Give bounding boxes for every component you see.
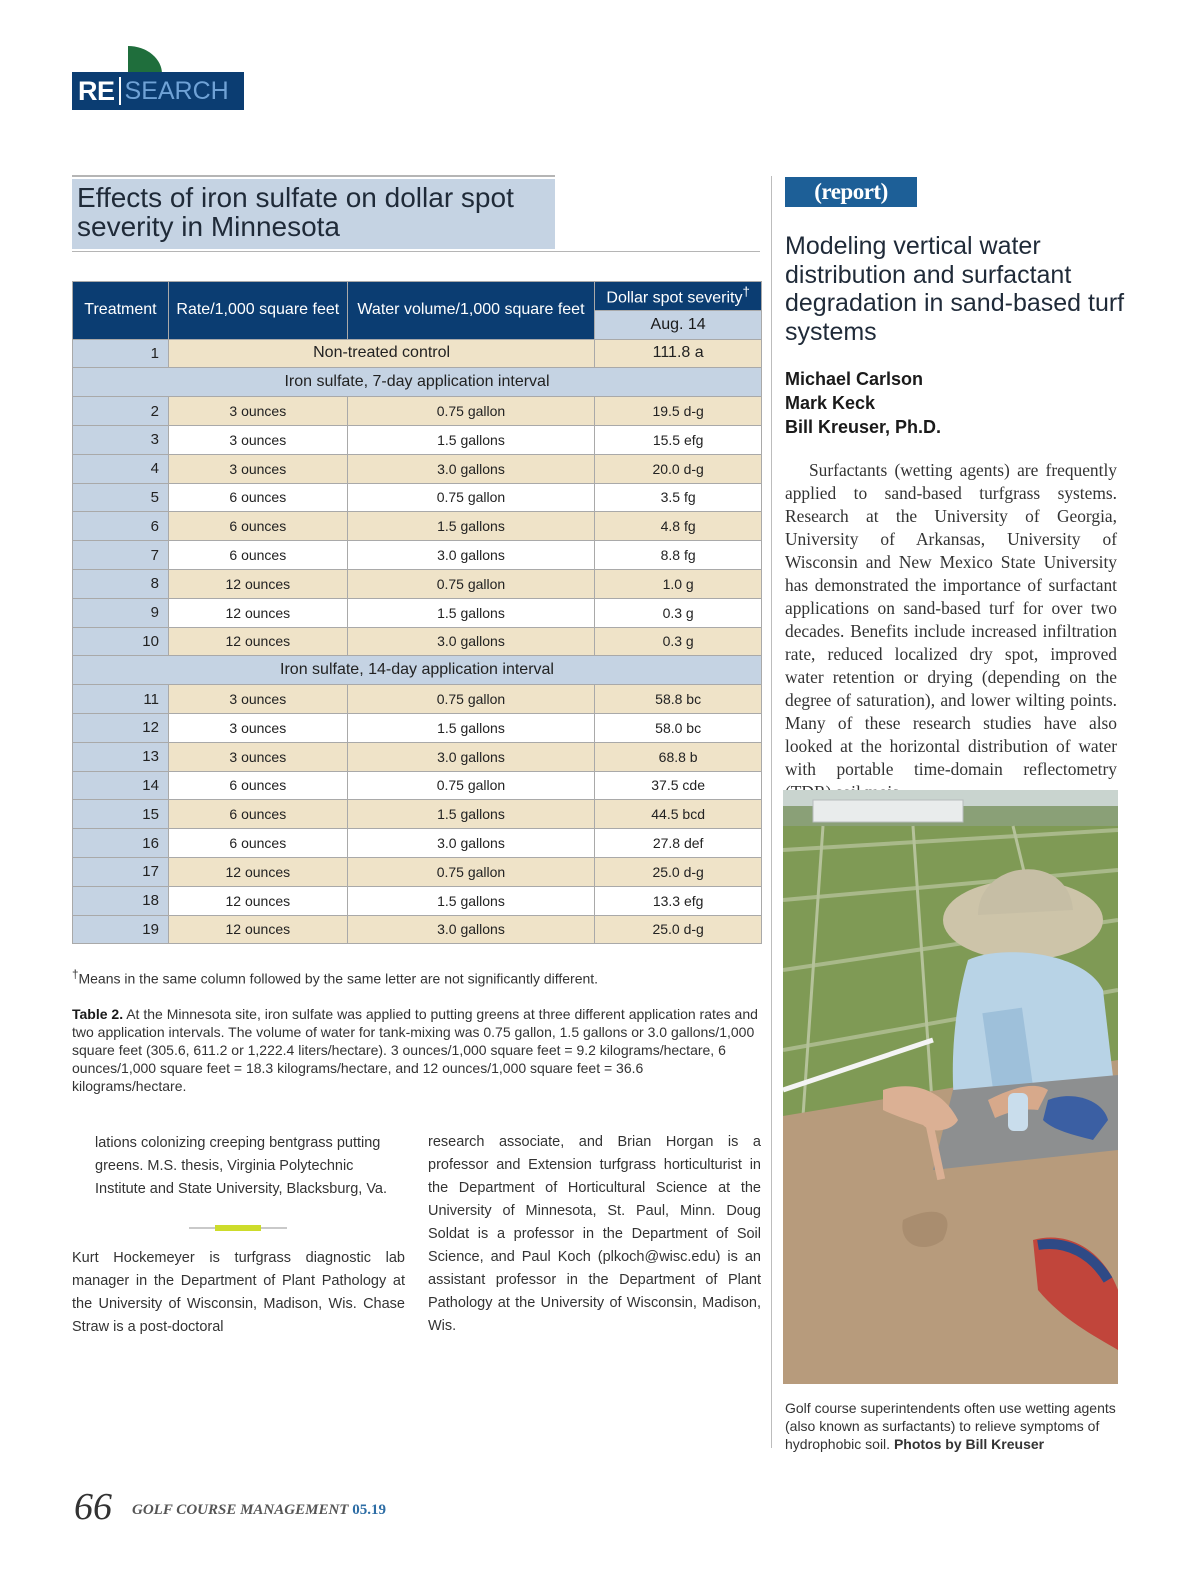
rate-cell: 6 ounces — [168, 829, 347, 858]
control-value: 111.8 a — [595, 339, 762, 368]
rate-cell: 3 ounces — [168, 454, 347, 483]
table-row — [73, 569, 762, 598]
table-row — [73, 886, 762, 915]
divider-accent — [215, 1225, 261, 1231]
table-row — [73, 829, 762, 858]
header-severity-mark: † — [742, 284, 750, 300]
logo-search-text: SEARCH — [124, 76, 229, 105]
author-name: Michael Carlson — [785, 369, 924, 389]
logo-re-text: RE — [78, 75, 115, 106]
table-row — [73, 800, 762, 829]
water-volume-cell: 3.0 gallons — [347, 829, 595, 858]
rate-cell: 12 ounces — [168, 598, 347, 627]
rate-cell: 12 ounces — [168, 569, 347, 598]
water-volume-cell: 1.5 gallons — [347, 800, 595, 829]
rate-cell: 6 ounces — [168, 771, 347, 800]
author-bio-left: Kurt Hockemeyer is turfgrass diagnostic lab manager in the Department of Plant Pathology at the University of Wisconsin, Madison, Wis. Chase Straw is a post-doctoral — [72, 1250, 405, 1335]
severity-cell: 4.8 fg — [595, 512, 762, 541]
header-severity-label: Dollar spot severity — [606, 289, 743, 307]
severity-cell: 68.8 b — [595, 742, 762, 771]
reference-continuation: lations colonizing creeping bentgrass putting greens. M.S. thesis, Virginia Polytechnic Institute and State University, Blacksburg, Va. — [95, 1135, 388, 1197]
rate-cell: 12 ounces — [168, 915, 347, 944]
section-label: Iron sulfate, 7-day application interval — [73, 368, 762, 397]
photo-caption-text: Golf course superintendents often use wetting agents (also known as surfactants) to relieve symptoms of hydrophobic soil. — [785, 1400, 1116, 1452]
row-number: 12 — [73, 713, 169, 742]
rate-cell: 6 ounces — [168, 541, 347, 570]
table-row — [73, 742, 762, 771]
rate-cell: 12 ounces — [168, 627, 347, 656]
row-number: 18 — [73, 886, 169, 915]
rows-14-day — [73, 685, 762, 944]
control-label: Non-treated control — [168, 339, 594, 368]
header-water-volume: Water volume/1,000 square feet — [347, 282, 595, 340]
page-number: 66 — [74, 1486, 112, 1528]
publication-footer — [132, 1502, 386, 1519]
row-number: 11 — [73, 685, 169, 714]
rate-cell: 6 ounces — [168, 800, 347, 829]
table-row — [73, 512, 762, 541]
severity-cell: 3.5 fg — [595, 483, 762, 512]
table-row — [73, 483, 762, 512]
table-row — [73, 685, 762, 714]
row-number: 10 — [73, 627, 169, 656]
water-volume-cell: 0.75 gallon — [347, 569, 595, 598]
row-number: 13 — [73, 742, 169, 771]
water-volume-cell: 0.75 gallon — [347, 857, 595, 886]
table-row-control — [73, 339, 762, 368]
author-list — [785, 367, 1115, 439]
row-number: 5 — [73, 483, 169, 512]
severity-cell: 0.3 g — [595, 627, 762, 656]
rate-cell: 12 ounces — [168, 857, 347, 886]
column-divider — [771, 176, 772, 1448]
footnote-text: Means in the same column followed by the same letter are not significantly different. — [78, 970, 599, 987]
row-number: 9 — [73, 598, 169, 627]
rate-cell: 3 ounces — [168, 425, 347, 454]
water-volume-cell: 0.75 gallon — [347, 685, 595, 714]
research-logo — [72, 46, 244, 112]
rate-cell: 6 ounces — [168, 483, 347, 512]
author-name: Bill Kreuser, Ph.D. — [785, 417, 942, 437]
caption-label: Table 2. — [72, 1006, 124, 1022]
header-treatment: Treatment — [73, 282, 169, 340]
header-rate: Rate/1,000 square feet — [168, 282, 347, 340]
water-volume-cell: 1.5 gallons — [347, 713, 595, 742]
table-row — [73, 627, 762, 656]
article-photo — [783, 790, 1118, 1384]
severity-cell: 15.5 efg — [595, 425, 762, 454]
water-volume-cell: 1.5 gallons — [347, 425, 595, 454]
severity-cell: 19.5 d-g — [595, 397, 762, 426]
table-row — [73, 425, 762, 454]
logo-box — [72, 72, 244, 110]
table-row — [73, 771, 762, 800]
header-severity — [595, 282, 762, 311]
header-date: Aug. 14 — [595, 310, 762, 339]
article-body: Surfactants (wetting agents) are frequently applied to sand-based turfgrass systems. Research at the University of Georgia, University of Arkansas, University of Wisconsin and New Mexico State University has demonstrated the importance of surfactant applications on sand-based turf for over two decades. Benefits include increased infiltration rate, reduced localized dry spot, improved water retention or drying (depending on the degree of saturation), and lower wilting points. Many of these research studies have also looked at the horizontal distribution of water with portable time-domain reflectometry — [785, 460, 1117, 779]
rate-cell: 3 ounces — [168, 742, 347, 771]
severity-cell: 58.0 bc — [595, 713, 762, 742]
section-label: Iron sulfate, 14-day application interval — [73, 656, 762, 685]
severity-cell: 20.0 d-g — [595, 454, 762, 483]
rate-cell: 6 ounces — [168, 512, 347, 541]
article-title: Modeling vertical water distribution and surfactant degradation in sand-based turf systems — [785, 232, 1125, 346]
author-name: Mark Keck — [785, 393, 876, 413]
rate-cell: 3 ounces — [168, 397, 347, 426]
severity-cell: 13.3 efg — [595, 886, 762, 915]
severity-cell: 44.5 bcd — [595, 800, 762, 829]
publication-name: GOLF COURSE MANAGEMENT — [132, 1502, 349, 1518]
water-volume-cell: 3.0 gallons — [347, 742, 595, 771]
row-number: 8 — [73, 569, 169, 598]
table-title: Effects of iron sulfate on dollar spot severity in Minnesota — [72, 179, 555, 249]
rate-cell: 12 ounces — [168, 886, 347, 915]
photo-caption — [785, 1399, 1120, 1453]
row-number: 2 — [73, 397, 169, 426]
table-caption — [72, 1005, 760, 1095]
water-volume-cell: 3.0 gallons — [347, 541, 595, 570]
row-number: 19 — [73, 915, 169, 944]
rows-7-day — [73, 397, 762, 656]
footnote-mark: † — [72, 968, 79, 981]
severity-cell: 1.0 g — [595, 569, 762, 598]
row-number: 17 — [73, 857, 169, 886]
severity-cell: 8.8 fg — [595, 541, 762, 570]
issue-date: 05.19 — [352, 1502, 386, 1518]
water-volume-cell: 1.5 gallons — [347, 598, 595, 627]
table-footnote — [72, 968, 760, 987]
water-volume-cell: 1.5 gallons — [347, 886, 595, 915]
row-number: 14 — [73, 771, 169, 800]
row-number: 1 — [73, 339, 169, 368]
caption-text: At the Minnesota site, iron sulfate was applied to putting greens at three different application rates and two application intervals. The volume of water for tank-mixing was 0.75 gallon, 1.5 gallons or 3.0 gallons/1,000 square feet (305.6, 611.2 or 1,222.4 liters/hectare). 3 ounces/1,000 square feet = 9.2 kilograms/hectare, 6 ounces/1,000 square feet = 18.3 kilograms/hectare, and 12 ounces/1,000 square feet = 36.6 kilograms/hectare. — [72, 1006, 758, 1094]
logo-divider — [119, 77, 121, 105]
severity-cell: 0.3 g — [595, 598, 762, 627]
table-row — [73, 915, 762, 944]
water-volume-cell: 0.75 gallon — [347, 483, 595, 512]
severity-cell: 27.8 def — [595, 829, 762, 858]
water-volume-cell: 0.75 gallon — [347, 397, 595, 426]
section-row-7-day — [73, 368, 762, 397]
table-row — [73, 454, 762, 483]
title-rule-top — [72, 175, 555, 177]
photo-illustration — [783, 790, 1118, 1384]
row-number: 4 — [73, 454, 169, 483]
table-row — [73, 397, 762, 426]
table-row — [73, 713, 762, 742]
severity-cell: 58.8 bc — [595, 685, 762, 714]
row-number: 16 — [73, 829, 169, 858]
title-rule-bottom — [72, 251, 760, 252]
row-number: 6 — [73, 512, 169, 541]
rate-cell: 3 ounces — [168, 685, 347, 714]
severity-cell: 25.0 d-g — [595, 857, 762, 886]
table-row — [73, 598, 762, 627]
results-table — [72, 281, 762, 944]
severity-cell: 37.5 cde — [595, 771, 762, 800]
row-number: 3 — [73, 425, 169, 454]
severity-cell: 25.0 d-g — [595, 915, 762, 944]
row-number: 7 — [73, 541, 169, 570]
section-row-14-day — [73, 656, 762, 685]
leaf-icon — [128, 46, 162, 74]
water-volume-cell: 3.0 gallons — [347, 915, 595, 944]
row-number: 15 — [73, 800, 169, 829]
report-tag: (report) — [785, 177, 917, 207]
water-volume-cell: 1.5 gallons — [347, 512, 595, 541]
table-row — [73, 857, 762, 886]
author-bio-right: research associate, and Brian Horgan is a professor and Extension turfgrass horticulturist in the Department of Horticultural Science at the University of Minnesota, St. Paul, Minn. Doug Soldat is a professor in the Department of Soil Science, and Paul Koch (plkoch@wisc.edu) is an assistant professor in the Department of Plant Pathology at the University of Wisconsin, Madison, Wis. — [428, 1134, 761, 1334]
table-row — [73, 541, 762, 570]
water-volume-cell: 3.0 gallons — [347, 454, 595, 483]
water-volume-cell: 3.0 gallons — [347, 627, 595, 656]
water-volume-cell: 0.75 gallon — [347, 771, 595, 800]
photo-credit: Photos by Bill Kreuser — [893, 1436, 1045, 1452]
rate-cell: 3 ounces — [168, 713, 347, 742]
